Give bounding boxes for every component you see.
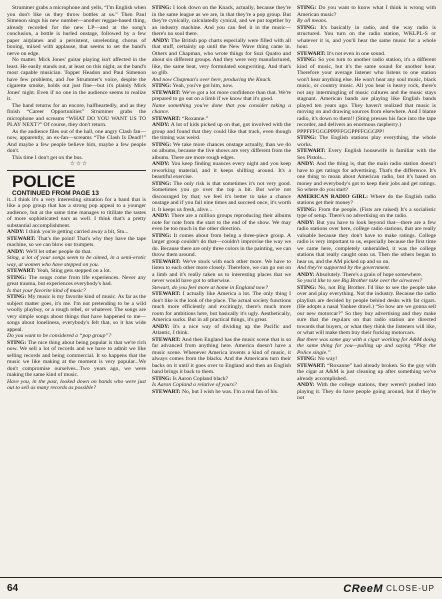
paragraph [297, 220, 436, 266]
paragraph-text: With the college stations, they weren't pushed into playing it. They do have people going around, but if they're not [297, 382, 436, 401]
speaker-label: STING: [152, 83, 172, 89]
paragraph-text: A lot of kids picked up on that, got involved with the group and found that they could like that track, even though the timing was weird. [152, 122, 291, 141]
paragraph-text: PPPFFFGGGPPPFFGGPPFFGGGPP! [297, 128, 385, 135]
paragraph-text: But there was some guy with a cigar working for A&M doing the same thing for you—pulling up and saying “Play the Police single.” [297, 336, 436, 356]
paragraph-text: Have you, in the past, looked down on bands who were just out to sell as many records as possible? [7, 378, 146, 391]
paragraph [7, 236, 146, 249]
paragraph-text: Strummer grabs a microphone and yells, “I'm English when you don't like us they throw bottles at us.” Then Paul Simenon sings his new number—another reggae-based thing, already recorded for the new LP—and at the song's conclusion, a bottle is hurled onstage, followed by a few paper airplanes and a persistent, unrelenting chorus of booing, mixed with applause, that seems to set the band's nerve on edge. [7, 5, 146, 57]
paragraph-text: And the thing is, that the main radio station doesn't have to get ratings for advertising. That's the difference. It's one thing to moan about American radio, but it's based on money and everybody's got to keep their jobs and get ratings. So where do you start? [297, 161, 436, 193]
magazine-brand [343, 583, 435, 595]
paragraph [152, 324, 291, 337]
paragraph-text: Is Aaron Copland a relative of yours? [152, 382, 237, 388]
paragraph-text: By all means. [297, 18, 328, 24]
paragraph [152, 38, 291, 77]
paragraph-text: It comes about from being a three-piece group. A larger group couldn't do that—couldn't improvise the way we do. Because there are only three colors in the painting, we can throw them around. [152, 232, 291, 258]
paragraph-text: That's the point! That's why they have the tape machine, so we can blow our trumpets. [7, 235, 146, 248]
speaker-label: STING: [297, 57, 317, 63]
paragraph-text: “Roxanne.” [182, 115, 209, 122]
paragraph-text: This time I don't get on the bus. [12, 154, 83, 161]
paragraph-text: The British pop charts especially were filled with all that stuff, certainly up until the New Wave thing came in. Others and Chapman, who wrote things for Suzi Quatro and about six different groups. And they were very manufactured, like, the same beat, very formulated songwriting. And that's so glib. [152, 37, 291, 76]
paragraph-text: And they're supported by the government. [297, 265, 391, 271]
speaker-label: STEWART: [297, 148, 326, 154]
paragraph [297, 337, 436, 357]
speaker-label: STING: [152, 141, 172, 148]
paragraph [152, 90, 291, 103]
paragraph-text: So you turn to another radio station, it's a different kind of music, but it's the same sound for another hour. Therefore your average listener who listens to one station won't hear anything else. He won't hear any soul music, black music, or country music. All you hear is heavy rock, there's not any intermingling of music cultures and the music stays stagnant. American bands are playing like English bands played ten years ago. They haven't realized that music is moving on and drawing sources from elsewhere. And I blame radio, it's down to them!! (Sting presses his face into the tape recorder, and delivers an enormous raspberry.) [297, 57, 436, 128]
paragraph [297, 148, 436, 161]
paragraph [297, 363, 436, 383]
paragraph-text: There are a million groups reproducing their albums note for note from the start to the end of the show. We may even be too much in the other direction. [152, 213, 291, 232]
paragraph-text: The only risk is that sometimes it's not very good. Sometimes you go over the top a bit. But we're not discouraged by that; we feel it's better to take a chance onstage and if you fail nine times and succeed once, it's worth it. It keeps us fresh, alive... [152, 180, 291, 213]
paragraph-text: From the people. (Fists are raised) It's a socialistic type of setup. There's no advertising on the radio. [297, 206, 436, 219]
paragraph-text: The nice thing about being popular is that we're rich now. We sell a lot of records and we have to admit we like selling records and being commercial. It so happens that the music we like making at the moment is very popular...We don't compromise ourselves...Two years ago, we were making the same kind of music. [7, 339, 146, 378]
paragraph-text: No matter. Mick Jones' guitar playing isn't affected in the least. He easily stands out, at least on this night, as the band's most capable musician. Topper Headon and Paul Simenon have few problems, and Joe Strummer's voice, despite the cigarette smoke, holds out just fine—but it's plainly Mick Jones' night. Even if no one in the audience seems to realize it. [7, 57, 146, 102]
paragraph [7, 103, 146, 129]
paragraph [7, 379, 146, 392]
speaker-label: STEWART: [152, 388, 181, 395]
speaker-label: AMERICAN RADIO GIRL: [297, 193, 369, 200]
speaker-label: STEWART: [152, 115, 181, 122]
paragraph [297, 161, 436, 194]
paragraph [7, 57, 146, 103]
paragraph-text: And now Chapman's over here, producing the Knack. [152, 76, 272, 83]
paragraph-text: As the audience files out of the hall, one angry Clash fan—now, apparently, an ex-fan—screams “The Clash Is Dead!!” And maybe a few people believe him, maybe a few people don't. [7, 128, 146, 154]
paragraph [297, 135, 436, 148]
paragraph-text: “Roxanne” had already broken. So the guy with the cigar at A&M is just cleaning up after something we've already accomplished. [297, 362, 436, 382]
speaker-label: STING: [297, 356, 317, 362]
speaker-label: ANDY: [152, 122, 170, 128]
column-2 [152, 5, 291, 577]
paragraph [152, 142, 291, 162]
paragraph-text: Is that your favorite kind of music? [7, 287, 86, 294]
paragraph-text: I look down on the Knack, actually, because they're in the same league as we are, in that they're a pop group. But they're cynically, calculatedly cynical, and we put together by an industry machine. And you can feel it in the music—there's no soul there. [152, 5, 291, 37]
paragraph-text: it...I think it's a very interesting situation for a band that is like a pop group that has a strong pop appeal to a younger audience, but at the same time manages to titillate the tastes of more sophisticated ears as well. I think that's a pretty substantial accomplishment. [7, 196, 146, 229]
paragraph [152, 5, 291, 38]
paragraph-text: It's basically in radio, and the way radio is structured. You turn on the radio station, WKLPL-S or whatever it is, and you'll hear the same music for a whole hour. [297, 24, 436, 50]
speaker-label: STING: [152, 232, 172, 239]
speaker-label: ANDY: [297, 219, 315, 226]
speaker-label: STING: [7, 339, 27, 346]
paragraph-text: The English stations play everything, the whole works. [297, 135, 436, 148]
paragraph-text: We take more chances onstage actually, than we do on albums, because the live shows are very different from the albums. There are more rough edges. [152, 141, 291, 161]
speaker-label: ANDY: [7, 229, 25, 235]
paragraph-text: I think you're getting carried away a bit, Stu... [25, 229, 129, 235]
paragraph [297, 57, 436, 129]
paragraph-text: Every English housewife is familiar with the Sex Pistols... [297, 148, 436, 161]
paragraph [152, 122, 291, 142]
paragraph-text: So you'd like to see Big Brother take over the airwaves? [297, 278, 423, 284]
page-footer [0, 577, 442, 599]
paragraph-text: Do you want to know what I think is wrong with American music? [297, 5, 436, 18]
creem-logo: CReeM [343, 582, 384, 595]
paragraph-text: Sting, a lot of your songs seem to be aimed, in a semi-erotic way, at women who have stepped on you. [7, 255, 146, 268]
police-interview-start [7, 197, 146, 392]
speaker-label: STEWART: [152, 258, 181, 265]
paragraph-text: No way! [317, 356, 338, 362]
speaker-label: ANDY: [7, 248, 25, 255]
paragraph [152, 259, 291, 285]
paragraph-text: Yeah, Sting gets stepped on a lot. [36, 268, 112, 274]
speaker-label: STEWART: [7, 268, 36, 274]
speaker-label: STING: [7, 294, 27, 300]
speaker-label: ANDY: [297, 161, 315, 167]
paragraph-text: But you have to look beyond that—there are a few radio stations over here, college radio stations, that are really valuable because they don't have to make ratings. College radio is very important to us, especially because the first time we came here, completely unheralded, it was the college stations that really caught onto us. Then the others began to hear us, and the AM picked up and so on. [297, 219, 436, 265]
speaker-label: STEWART: [7, 235, 36, 242]
paragraph [152, 337, 291, 376]
paragraph [297, 194, 436, 207]
paragraph-text: Name something you've done that you consider taking a chance. [152, 102, 291, 115]
police-headline: POLICE [12, 171, 76, 191]
paragraph-text: Absolutely. There's a grain of hope somewhere. [315, 271, 423, 278]
paragraph-text: We've stuck with each other more. We have to listen to each other more closely. Therefore, we can go out on a limb and it's really taken us to interesting places that we never would have got to otherwise. [152, 258, 291, 284]
speaker-label: ANDY: [152, 213, 170, 219]
paragraph [297, 5, 436, 18]
paragraph-text: My music is my favorite kind of music. As far as the subject matter goes, it's me. I'm not pretending to be a wild woolly playboy, or a rough rebel, or whatever. The songs are very simple songs about things that have happened to me—songs about loneliness, everybody's felt that, so it has wide appeal. [7, 294, 146, 333]
speaker-label: STING: [297, 206, 317, 213]
paragraph-text: No, not Big Brother. I'd like to see the people take over and play everything. Not the industry. Because the radio playlists are decided by people behind desks with fat cigars. (He adopts a nasal Yankee drawl.) “So how are we gonna sell our new motorcar?” So they buy advertising and they make sure that the regulars on that radio station are directed towards that buyers, or what they think the listeners will like, or what will make them buy their fucking motorcars. [297, 284, 436, 336]
speaker-label: ANDY: [297, 382, 315, 388]
speaker-label: STEWART: [297, 50, 326, 57]
paragraph [152, 103, 291, 116]
section-divider-stars: ☆☆☆ [69, 161, 89, 167]
paragraph [152, 233, 291, 259]
paragraph [7, 5, 146, 57]
paragraph-text: Where do the English radio stations get their money? [297, 193, 436, 206]
paragraph [7, 255, 146, 268]
divider-rule [7, 170, 146, 171]
speaker-label: STING: [152, 5, 172, 11]
speaker-label: STING: [297, 135, 317, 141]
paragraph-text: Stewart, do you feel more at home in England now? [152, 284, 269, 291]
paragraph-text: The band returns for an encore, halfheartedly, and as they finish “Career Opportunities” Strummer grabs the microphone and screams “WHAT DO YOU WANT US TO PLAY NEXT?” Of course, they don't return. [7, 102, 146, 128]
speaker-label: STING: [297, 284, 317, 291]
paragraph [152, 291, 291, 324]
paragraph-text: It's a nice way of dividing up the Pacific and Atlantic, I think. [152, 323, 291, 336]
clash-article-end [7, 5, 146, 161]
paragraph-text: Is Aaron Copland black? [172, 375, 229, 382]
speaker-label: STING: [152, 375, 172, 382]
speaker-label: STEWART: [152, 291, 181, 297]
paragraph-text: It's not even in one sound. [327, 50, 386, 57]
paragraph-text: The songs come from life experiences. Never any great trauma, but experiences everybody's had. [7, 274, 146, 287]
paragraph-text: Do you want to be considered a “pop group”? [7, 333, 112, 339]
paragraph [7, 294, 146, 333]
paragraph [297, 25, 436, 51]
paragraph-text: No, but I wish he was. I'm a real fan of his. [182, 388, 279, 395]
speaker-label: STING: [297, 24, 317, 31]
column-3 [297, 5, 436, 577]
paragraph [297, 382, 436, 402]
section-label: CLOSE-UP [386, 584, 435, 593]
speaker-label: ANDY: [152, 37, 170, 44]
paragraph [297, 207, 436, 220]
paragraph-text: You keep finding nuances every night and you keep reworking material, and it keeps shifting around. It's a beautiful exercise. [152, 161, 291, 180]
speaker-label: STING: [152, 180, 172, 187]
column-1 [7, 5, 146, 577]
paragraph [7, 197, 146, 230]
speaker-label: STING: [297, 5, 317, 11]
paragraph [297, 285, 436, 337]
speaker-label: STEWART: [297, 362, 326, 369]
paragraph [7, 275, 146, 288]
paragraph [152, 181, 291, 214]
speaker-label: STEWART: [152, 336, 181, 343]
paragraph [7, 340, 146, 379]
speaker-label: STEWART: [152, 89, 181, 96]
paragraph [152, 389, 291, 396]
speaker-label: ANDY: [152, 323, 170, 330]
paragraph-text: We'll let other people do that. [25, 248, 92, 255]
paragraph-text: Yeah, you've got him, now. [172, 83, 234, 89]
page-number: 64 [7, 583, 19, 594]
continued-from-label: CONTINUED FROM PAGE 13 [12, 189, 99, 197]
paragraph [7, 129, 146, 155]
speaker-label: STING: [7, 274, 27, 281]
paragraph [152, 213, 291, 233]
paragraph-text: I actually like America a lot. The only thing I don't like is the look of the place. The actual society functions much more efficiently and excitingly, there's much more room for ambitions here, but basically it's ugly. Aesthetically, America sucks. But in all practical things, it's great. [152, 291, 291, 323]
paragraph [152, 161, 291, 181]
article-columns [7, 5, 436, 577]
paragraph-text: We've got a lot more confidence than that. We're prepared to go out on a limb if we know that it's good. [152, 89, 291, 102]
speaker-label: ANDY: [297, 271, 315, 278]
speaker-label: ANDY: [152, 161, 170, 167]
paragraph-text: And then England has the music scene that is so far advanced from anything here. America doesn't have a music scene. Whenever America invents a kind of music, it always comes from the blacks. And the Americans turn their backs on it until it goes over to England and then an English band brings it back to them. [152, 336, 291, 375]
